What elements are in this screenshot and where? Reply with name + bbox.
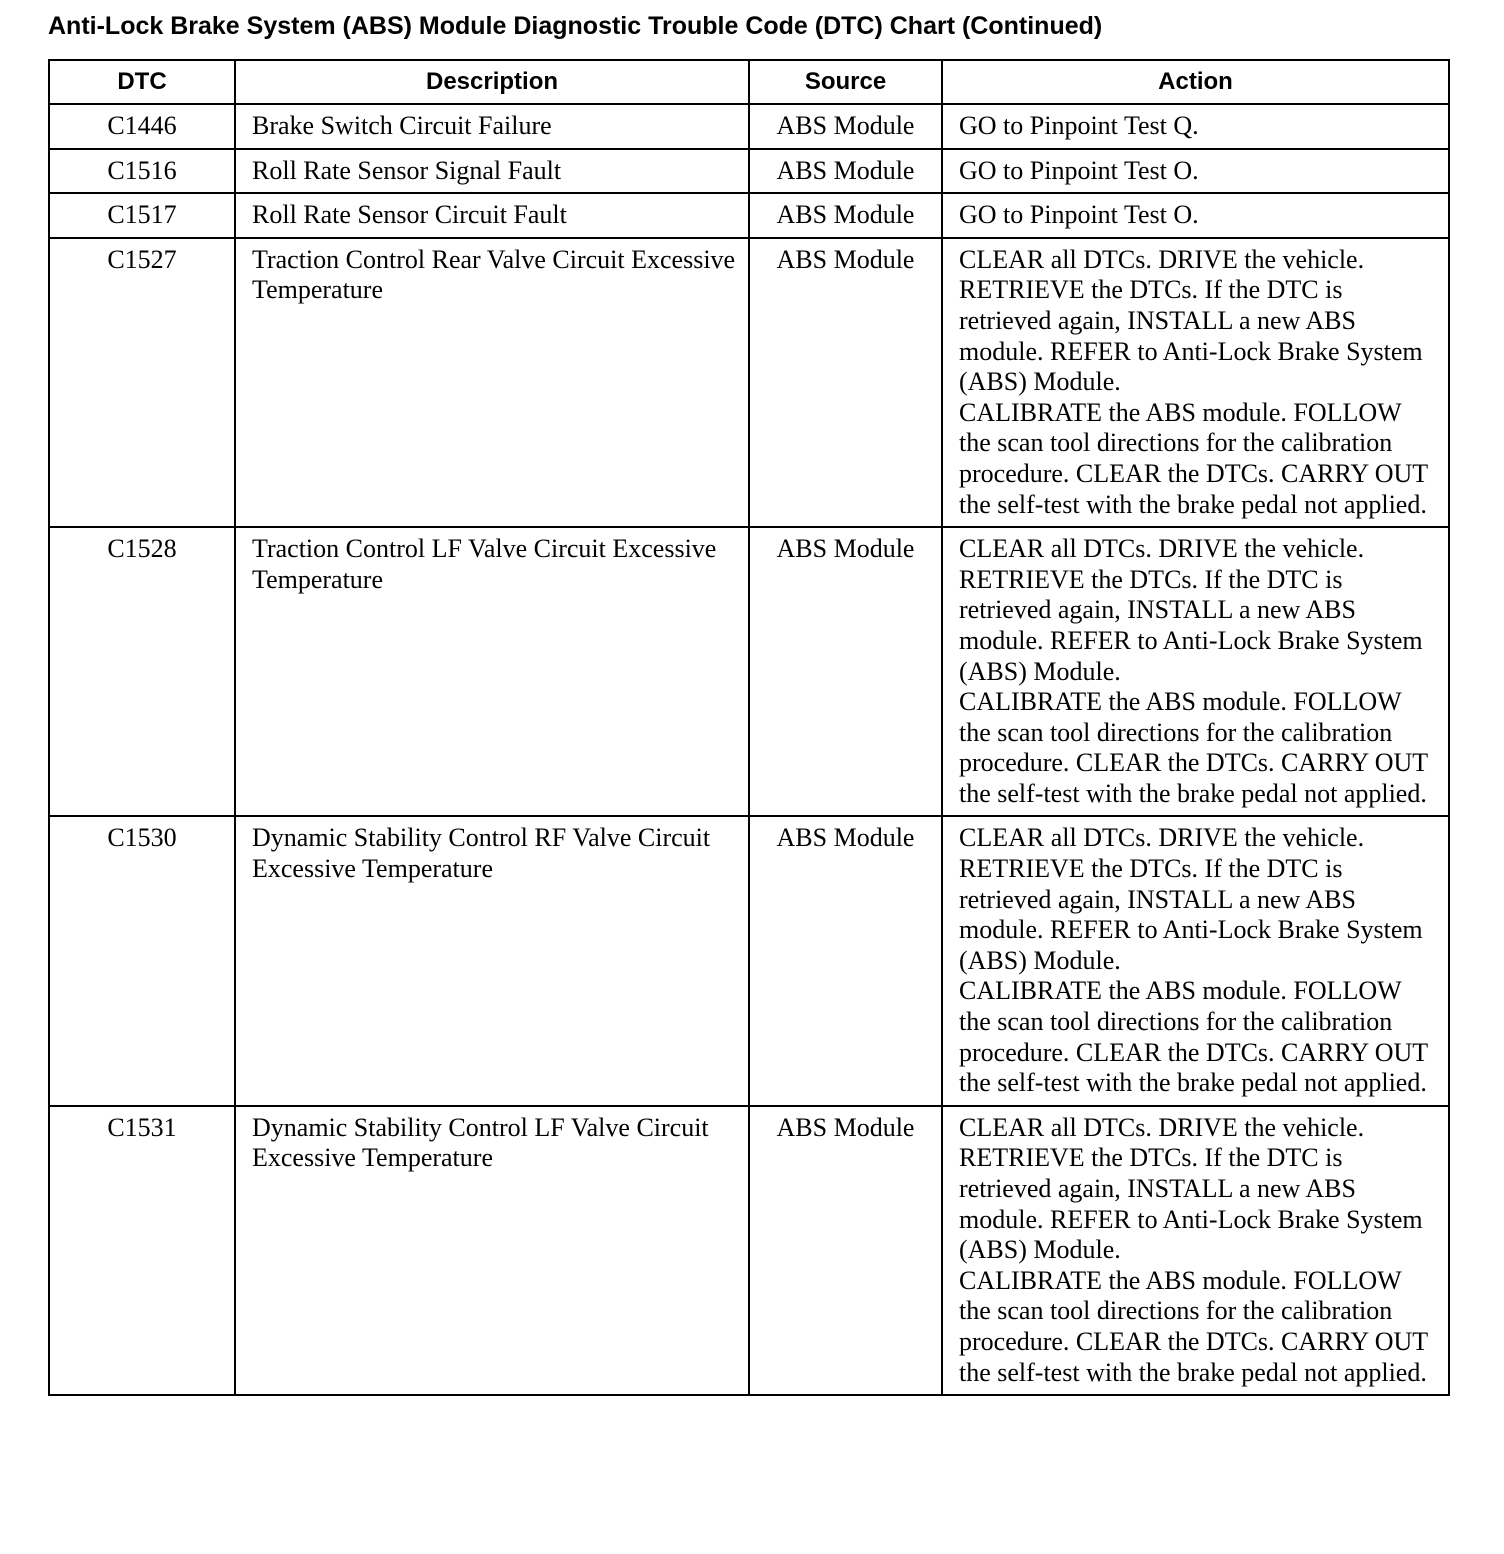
table-row (49, 816, 1449, 1105)
dtc-action (942, 1106, 1449, 1395)
table-row (49, 1106, 1449, 1395)
table-row (49, 149, 1449, 194)
action-step: CLEAR all DTCs. DRIVE the vehicle. RETRIEVE the DTCs. If the DTC is retrieved again, INSTALL a new ABS module. REFER to Anti-Lock Brake System (ABS) Module. (959, 244, 1430, 397)
dtc-action: GO to Pinpoint Test O. (942, 193, 1449, 238)
dtc-action (942, 238, 1449, 527)
dtc-action: GO to Pinpoint Test Q. (942, 104, 1449, 149)
dtc-description: Traction Control Rear Valve Circuit Excessive Temperature (235, 238, 749, 527)
table-row (49, 527, 1449, 816)
dtc-source: ABS Module (749, 193, 942, 238)
dtc-description: Dynamic Stability Control RF Valve Circuit Excessive Temperature (235, 816, 749, 1105)
dtc-source: ABS Module (749, 816, 942, 1105)
dtc-action (942, 527, 1449, 816)
dtc-code: C1517 (49, 193, 235, 238)
dtc-description: Dynamic Stability Control LF Valve Circuit Excessive Temperature (235, 1106, 749, 1395)
dtc-action: GO to Pinpoint Test O. (942, 149, 1449, 194)
dtc-code: C1527 (49, 238, 235, 527)
dtc-description: Roll Rate Sensor Signal Fault (235, 149, 749, 194)
action-step: CALIBRATE the ABS module. FOLLOW the scan tool directions for the calibration procedure. CLEAR the DTCs. CARRY OUT the self-test with the brake pedal not applied. (959, 397, 1435, 519)
header-dtc: DTC (49, 60, 235, 104)
table-row (49, 238, 1449, 527)
dtc-code: C1516 (49, 149, 235, 194)
dtc-code: C1446 (49, 104, 235, 149)
dtc-source: ABS Module (749, 1106, 942, 1395)
header-action: Action (942, 60, 1449, 104)
dtc-description: Brake Switch Circuit Failure (235, 104, 749, 149)
header-source: Source (749, 60, 942, 104)
dtc-source: ABS Module (749, 238, 942, 527)
dtc-source: ABS Module (749, 149, 942, 194)
dtc-description: Traction Control LF Valve Circuit Excessive Temperature (235, 527, 749, 816)
action-step: CLEAR all DTCs. DRIVE the vehicle. RETRIEVE the DTCs. If the DTC is retrieved again, INSTALL a new ABS module. REFER to Anti-Lock Brake System (ABS) Module. (959, 823, 1430, 975)
table-row (49, 104, 1449, 149)
dtc-code: C1530 (49, 816, 235, 1105)
action-step: CLEAR all DTCs. DRIVE the vehicle. RETRIEVE the DTCs. If the DTC is retrieved again, INSTALL a new ABS module. REFER to Anti-Lock Brake System (ABS) Module. (959, 534, 1430, 686)
dtc-source: ABS Module (749, 527, 942, 816)
dtc-chart-table (48, 59, 1450, 1396)
page-title: Anti-Lock Brake System (ABS) Module Diagnostic Trouble Code (DTC) Chart (Continued) (48, 12, 1103, 40)
action-step: CALIBRATE the ABS module. FOLLOW the scan tool directions for the calibration procedure. CLEAR the DTCs. CARRY OUT the self-test with the brake pedal not applied. (959, 687, 1435, 808)
table-row (49, 193, 1449, 238)
dtc-description: Roll Rate Sensor Circuit Fault (235, 193, 749, 238)
dtc-code: C1528 (49, 527, 235, 816)
dtc-action (942, 816, 1449, 1105)
dtc-code: C1531 (49, 1106, 235, 1395)
action-step: CLEAR all DTCs. DRIVE the vehicle. RETRIEVE the DTCs. If the DTC is retrieved again, INSTALL a new ABS module. REFER to Anti-Lock Brake System (ABS) Module. (959, 1112, 1430, 1265)
header-row (49, 60, 1449, 104)
dtc-source: ABS Module (749, 104, 942, 149)
action-step: CALIBRATE the ABS module. FOLLOW the scan tool directions for the calibration procedure. CLEAR the DTCs. CARRY OUT the self-test with the brake pedal not applied. (959, 976, 1435, 1098)
header-description: Description (235, 60, 749, 104)
action-step: CALIBRATE the ABS module. FOLLOW the scan tool directions for the calibration procedure. CLEAR the DTCs. CARRY OUT the self-test with the brake pedal not applied. (959, 1265, 1435, 1387)
